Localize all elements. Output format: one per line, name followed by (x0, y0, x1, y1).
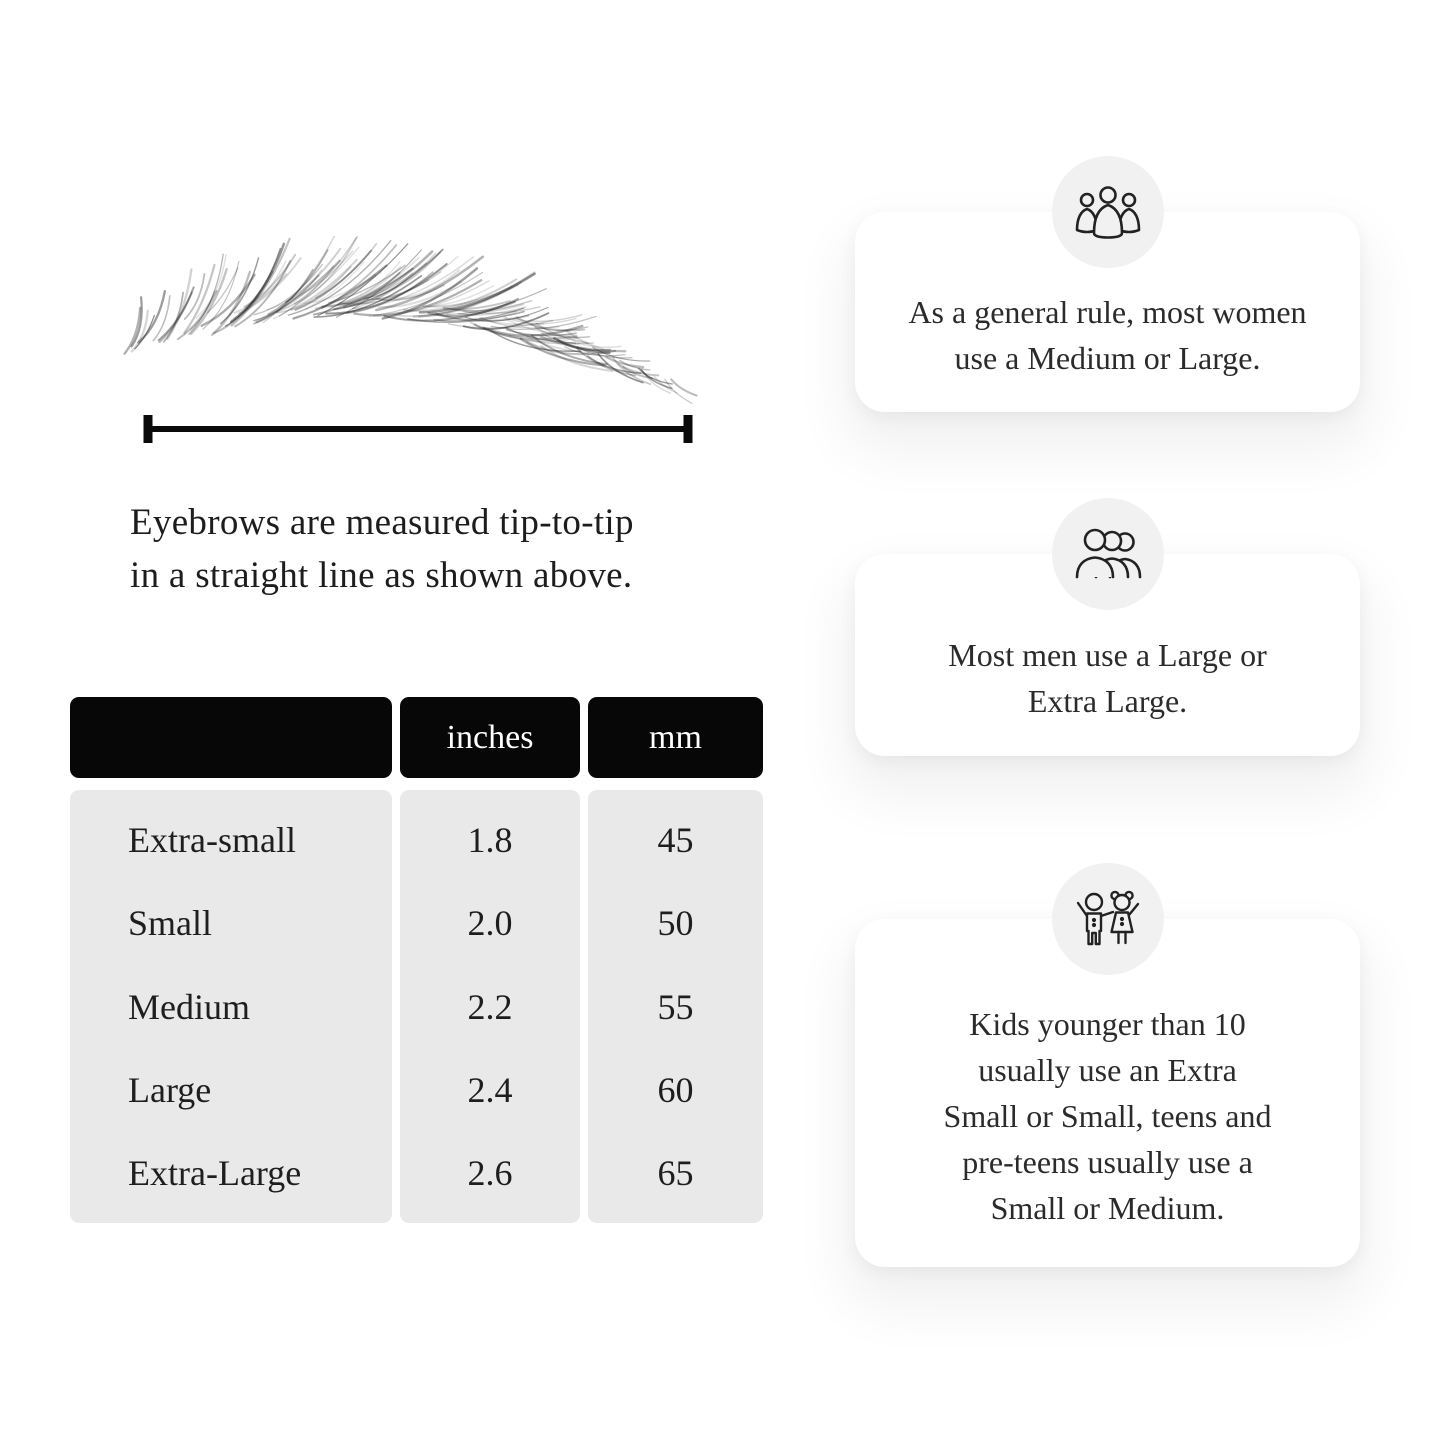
tip-text-line: As a general rule, most women (908, 294, 1307, 330)
size-name-cell: Large (128, 1069, 212, 1110)
size-table (70, 697, 763, 1223)
inches-cell: 2.2 (467, 986, 513, 1027)
caption-line: Eyebrows are measured tip-to-tip (130, 502, 634, 543)
mm-cell: 50 (657, 903, 694, 944)
size-table-header (70, 697, 763, 778)
table-column-mm (588, 790, 763, 1223)
tip-text-line: Most men use a Large or (948, 637, 1267, 673)
caption-line: in a straight line as shown above. (130, 555, 633, 596)
size-name-cell: Medium (128, 986, 250, 1027)
size-name-cell: Extra-small (128, 819, 296, 860)
size-table-body (70, 790, 763, 1223)
table-header-mm: mm (588, 697, 763, 778)
table-column-sizes (70, 790, 392, 1223)
men-group-icon (1070, 525, 1146, 583)
inches-cell: 2.4 (467, 1069, 513, 1110)
measurement-line (140, 408, 696, 450)
women-group-icon (1070, 183, 1146, 241)
tip-text-line: Small or Small, teens and (943, 1098, 1272, 1134)
kids-icon-circle (1052, 863, 1164, 975)
measurement-caption (130, 496, 770, 602)
inches-cell: 2.0 (467, 903, 513, 944)
eyebrow-illustration (115, 236, 715, 408)
mm-cell: 45 (657, 819, 694, 860)
mm-cell: 65 (657, 1153, 694, 1194)
mm-cell: 55 (657, 986, 694, 1027)
kids-icon (1070, 888, 1146, 950)
inches-cell: 1.8 (467, 819, 513, 860)
tip-text-line: pre-teens usually use a (962, 1144, 1253, 1180)
tip-text-line: use a Medium or Large. (954, 340, 1261, 376)
tip-text-line: Extra Large. (1027, 683, 1188, 719)
women-icon-circle (1052, 156, 1164, 268)
mm-cell: 60 (657, 1069, 694, 1110)
size-name-cell: Extra-Large (128, 1153, 302, 1194)
tip-text-line: usually use an Extra (978, 1052, 1237, 1088)
table-column-inches (400, 790, 580, 1223)
inches-cell: 2.6 (467, 1153, 513, 1194)
size-name-cell: Small (128, 903, 213, 944)
men-icon-circle (1052, 498, 1164, 610)
tip-text-line: Kids younger than 10 (969, 1006, 1246, 1042)
table-header-name (70, 697, 392, 778)
table-header-inches: inches (400, 697, 580, 778)
tip-text-line: Small or Medium. (990, 1190, 1225, 1226)
